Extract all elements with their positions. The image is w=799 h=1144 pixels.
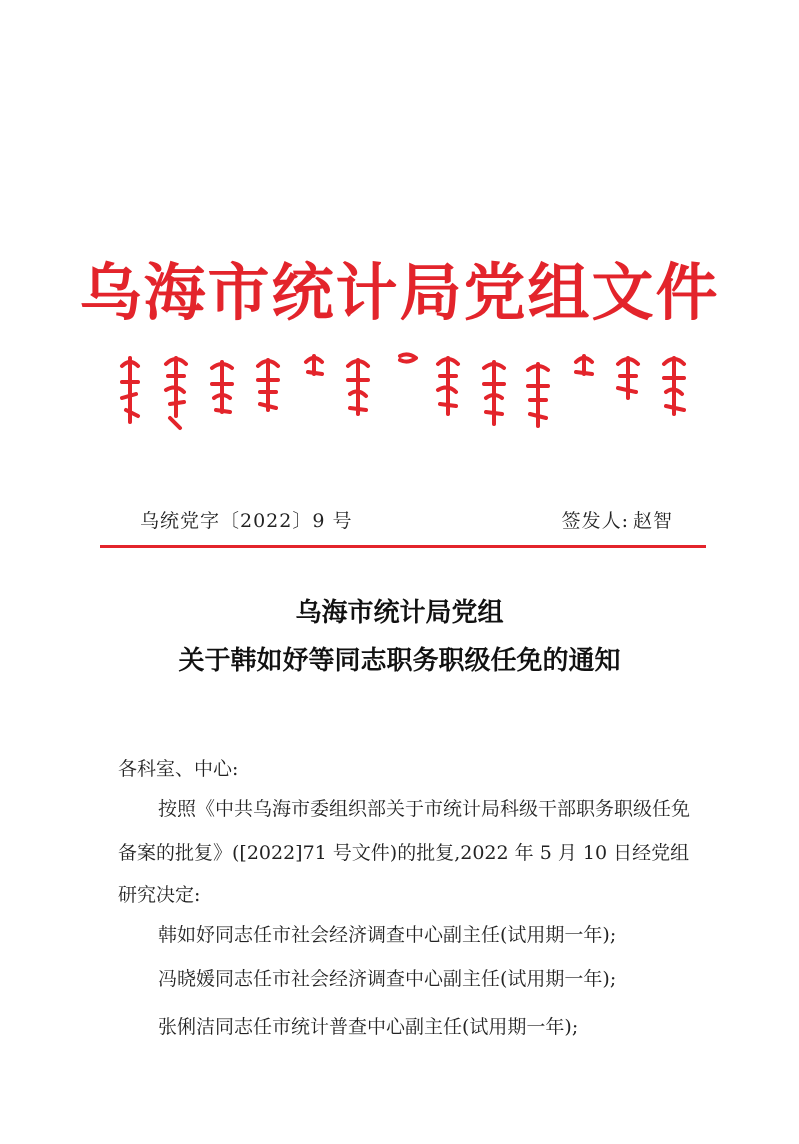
mongolian-script-masthead [118, 352, 690, 432]
appointment-item: 韩如妤同志任市社会经济调查中心副主任(试用期一年); [158, 924, 617, 946]
notice-title-line-2: 关于韩如妤等同志职务职级任免的通知 [178, 646, 621, 676]
signer-block [558, 506, 673, 533]
signer-name: 赵智 [632, 510, 673, 532]
salutation: 各科室、中心: [118, 758, 239, 780]
appointment-item: 张俐洁同志任市统计普查中心副主任(试用期一年); [158, 1016, 579, 1038]
paragraph-line-2: 备案的批复》([2022]71 号文件)的批复,2022 年 5 月 10 日经党组 [118, 842, 690, 864]
notice-title-line-1: 乌海市统计局党组 [295, 598, 504, 628]
paragraph-line-3: 研究决定: [118, 884, 201, 906]
red-separator-line [100, 545, 706, 548]
masthead-title: 乌海市统计局党组文件 [79, 256, 720, 329]
appointment-item: 冯晓媛同志任市社会经济调查中心副主任(试用期一年); [158, 968, 617, 990]
document-number: 乌统党字〔2022〕9 号 [140, 510, 353, 532]
paragraph-line-1: 按照《中共乌海市委组织部关于市统计局科级干部职务职级任免 [158, 798, 691, 820]
signer-label: 签发人: [561, 510, 629, 532]
